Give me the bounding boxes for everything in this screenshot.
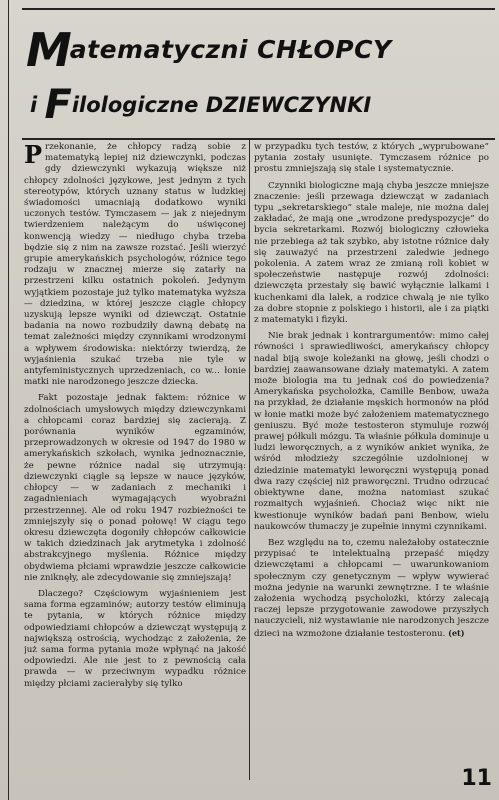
page-number: 11 (461, 766, 492, 791)
drop-cap: P (24, 142, 43, 169)
title-line-1 (26, 23, 496, 77)
paragraph-last (254, 538, 489, 640)
title-conjunction: i (30, 93, 45, 117)
paragraph: Nie brak jednak i kontrargumentów: mimo całej równości i sprawiedliwości, amerykańscy chłopcy nadal biją swoje koleżanki na głowę, jeśli chodzi o bardziej zaawansowane działy matematyki. A zatem może biologia ma tu jednak coś do powiedzenia? Amerykańska psycholożka, Camille Benbow, uważa na przykład, że działanie męskich hormonów na płód w łonie matki może być założeniem matematycznego geniuszu. Być może testosteron stymuluje rozwój prawej półkuli mózgu. Ta właśnie półkula dominuje u ludzi leworęcznych, a z wyników ankiet wynika, że wśród młodzieży szczególnie uzdolnionej w dziedzinie matematyki leworęczni występują ponad dwa razy częściej niż praworęczni. Trudno odrzucać obiektywne dane, można natomiast szukać rozmaitych wyjaśnień. Chociaż więc nikt nie kwestionuje wyników badań pani Benbow, wielu naukowców tłumaczy je zupełnie innymi czynnikami. (254, 331, 489, 532)
article-column-right (254, 142, 489, 762)
paragraph: Czynniki biologiczne mają chyba jeszcze mniejsze znaczenie: jeśli przewaga dziewcząt w zadaniach typu „sekretarskiego” stale maleje, nie można dalej zakładać, że mają one „wrodzone predyspozycje” do bycia sekretarkami. Rozwój biologiczny człowieka nie przebiega aż tak szybko, aby istotne różnice dały się zauważyć na przestrzeni zaledwie jednego pokolenia. A zatem wraz ze zmianą roli kobiet w społeczeństwie następuje rozwój zdolności: dziewczęta przestały się bawić wyłącznie lalkami i kuchenkami dla lalek, a rodzice chwalą je nie tylko za dobre stopnie z polskiego i historii, ale i za piątki z matematyki i fizyki. (254, 180, 489, 326)
column-divider (249, 140, 250, 780)
paragraph: Dlaczego? Częściowym wyjaśnieniem jest sama forma egzaminów; autorzy testów eliminują te pytania, w których różnice między odpowiedziami chłopców a dziewcząt występują z największą ostrością, wychodząc z założenia, że już sama forma pytania może wpłynąć na jakość odpowiedzi. Ale nie jest to z pewnością cała prawda — w przeciwnym wypadku różnice między płciami zacierałyby się tylko (24, 588, 246, 689)
paragraph (24, 142, 246, 388)
title-initial-m: M (26, 23, 70, 77)
title-line-2-text: ilologiczne DZIEWCZYNKI (71, 93, 372, 117)
left-margin-rule (8, 0, 9, 800)
paragraph: w przypadku tych testów, z których „wyprubowane” pytania zostały usunięte. Tymczasem różnice po prostu zmniejszają się stale i systematycznie. (254, 142, 489, 175)
title-line-1-text: atematyczni CHŁOPCY (69, 35, 392, 64)
title-line-2 (30, 82, 495, 128)
paragraph-text: Bez względu na to, czemu należałoby ostatecznie przypisać te intelektualną przepaść między dziewczętami a chłopcami — uwarunkowaniom społecznym czy genetycznym — wpływ wywierać można jedynie na warunki zewnętrzne. I te właśnie założenia wychodzą psycholożki, którzy zalecają raczej lepsze przygotowanie zawodowe przyszłych nauczycieli, niż wystawianie nie narodzonych jeszcze dzieci na wzmożone działanie testosteronu. (254, 537, 489, 639)
article-column-left (24, 142, 246, 762)
title-initial-f: F (44, 82, 72, 128)
paragraph-text: rzekonanie, że chłopcy radzą sobie z matematyką lepiej niż dziewczynki, podczas gdy dziewczynki wykazują większe niż chłopcy zdolności językowe, jest jednym z tych stereotypów, których uznany status w ludzkiej świadomości umacniają dodatkowo wyniki uczonych testów. Tymczasem — jak z niejednym twierdzeniem należącym do uświęconej konwencją wiedzy — niedługo chyba trzeba będzie się z nim na zawsze rozstać. Jeśli wierzyć grupie amerykańskich psychologów, różnice tego rodzaju w znacznej mierze się zatarły na przestrzeni kilku ostatnich pokoleń. Jedynym wyjątkiem pozostaje już tylko matematyka wyższa — dziedzina, w której jeszcze ciągle chłopcy uzyskują lepsze wyniki od dziewcząt. Ostatnie badania na nowo rozbudziły dawną debatę na temat zależności między czynnikami wrodzonymi a wpływem środowiska: niektórzy twierdzą, że wyjaśnienia szukać trzeba nie tyle w antyfeministycznych uprzedzeniach, co w... łonie matki nie narodzonego jeszcze dziecka. (24, 142, 246, 388)
author-signature: (et) (448, 627, 465, 638)
paragraph: Fakt pozostaje jednak faktem: różnice w zdolnościach umysłowych między dziewczynkami a chłopcami coraz bardziej się zacierają. Z porównania wyników egzaminów, przeprowadzonych w okresie od 1947 do 1980 w amerykańskich szkołach, wynika jednoznacznie, że pewne różnice nadal się utrzymują: dziewczynki ciągle są lepsze w nauce języków, chłopcy — w zadaniach z mechaniki i zagadnieniach wymagających wyobraźni przestrzennej. Ale od roku 1947 rozbieżności te zmniejszyły się o ponad połowę! W ciągu tego okresu dziewczęta dogoniły chłopców całkowicie w takich dziedzinach jak arytmetyka i zdolność abstrakcyjnego myślenia. Różnice między obydwiema płciami wprawdzie jeszcze całkowicie nie zniknęły, ale zdecydowanie się zmniejszają! (24, 393, 246, 583)
